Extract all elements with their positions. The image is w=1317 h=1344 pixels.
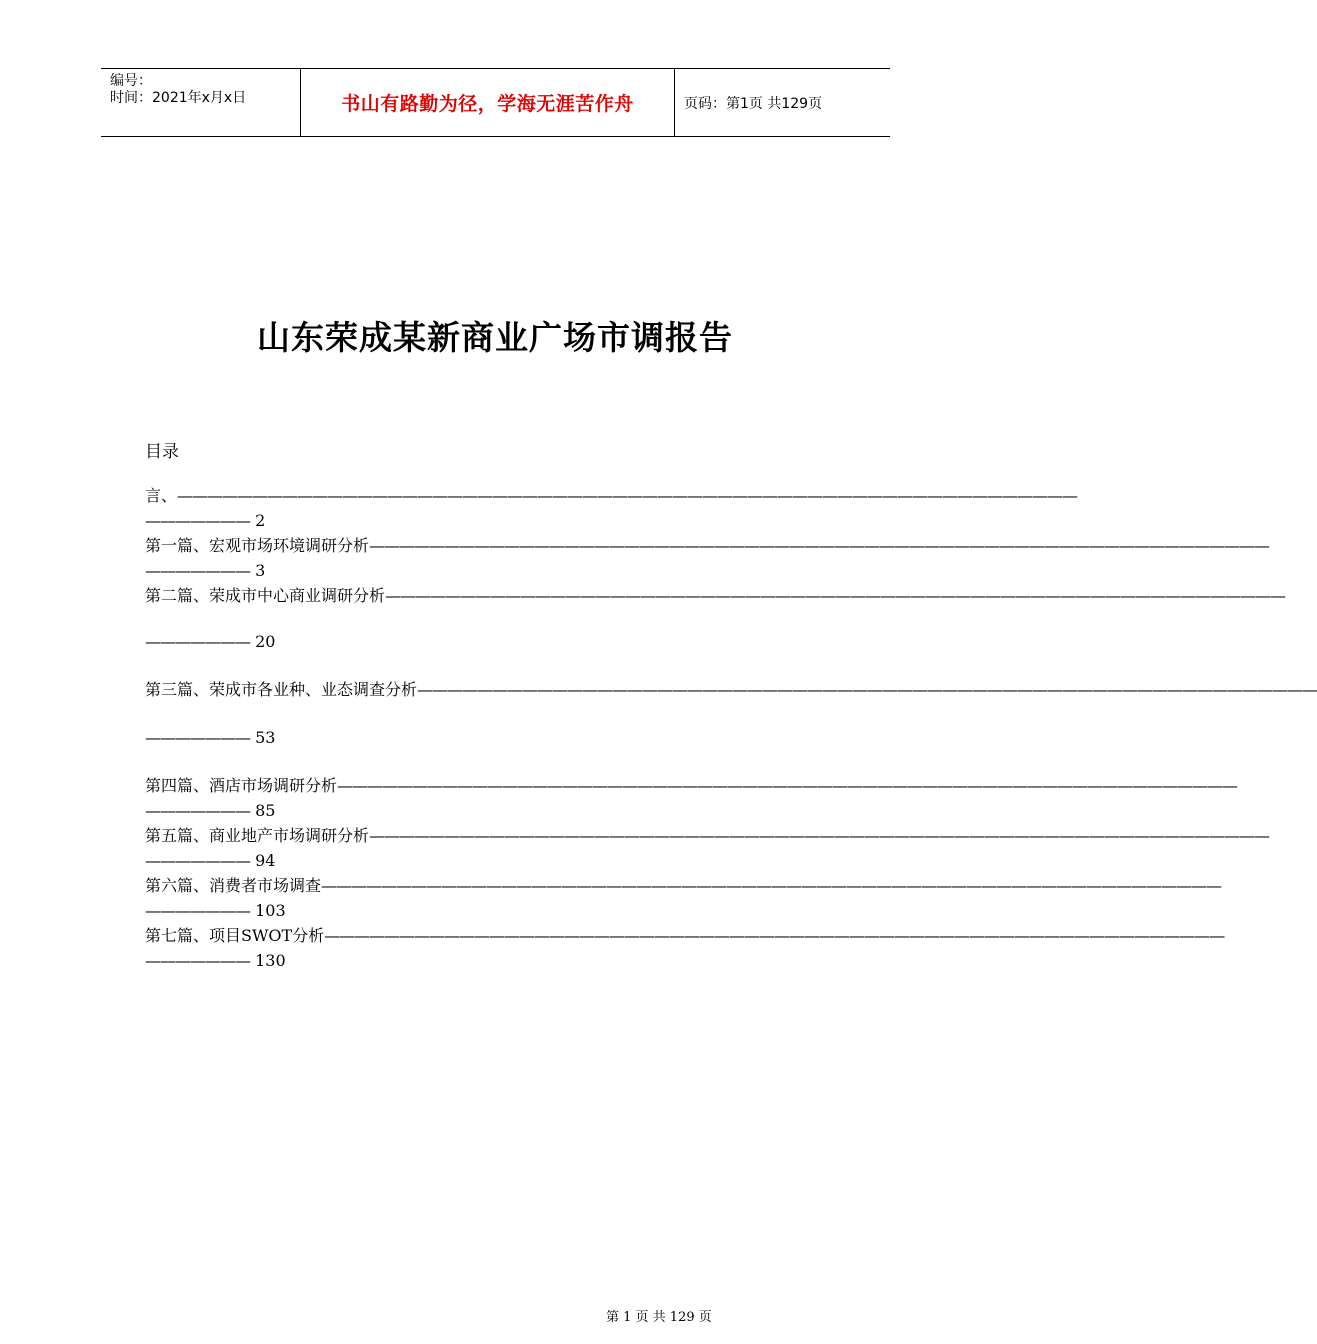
toc-entry[interactable] [145, 677, 1317, 750]
toc-entry-page: 20 [255, 632, 276, 651]
toc-entry-page: 3 [255, 561, 266, 580]
toc-entry-label: 第七篇、项目SWOT分析 [145, 926, 325, 945]
toc-leader: ———————————————————————————————————————————————————————————— [337, 776, 1238, 795]
toc-leader-cont: ——————— [145, 632, 250, 651]
header-motto: 书山有路勤为径，学海无涯苦作舟 [301, 69, 675, 136]
toc-leader-cont: ——————— [145, 851, 250, 870]
toc-entry-page: 53 [255, 728, 276, 747]
toc-leader: ———————————————————————————————————————————————————————————— [324, 926, 1225, 945]
toc-entry-label: 第六篇、消费者市场调查 [145, 876, 322, 895]
toc-leader-cont: ——————— [145, 561, 250, 580]
toc-entry-page: 103 [255, 901, 286, 920]
toc-leader: ———————————————————————————————————————————————————————————— [385, 586, 1286, 605]
toc-entry[interactable] [145, 823, 1270, 873]
toc-entry[interactable] [145, 873, 1222, 923]
toc-entry-label: 第二篇、荣成市中心商业调研分析 [145, 586, 386, 605]
toc-leader-cont: ——————— [145, 511, 250, 530]
toc-entry[interactable] [145, 483, 1078, 533]
serial-label: 编号： [110, 73, 152, 89]
date-label: 时间：2021年x月x日 [110, 90, 247, 106]
toc-entry-page: 2 [255, 511, 266, 530]
toc-entry-page: 85 [255, 801, 276, 820]
toc-entry[interactable] [145, 923, 1225, 973]
toc-leader: ———————————————————————————————————————————————————————————— [321, 876, 1222, 895]
toc-leader-cont: ——————— [145, 901, 250, 920]
toc-entry-page: 94 [255, 851, 276, 870]
toc-leader: ———————————————————————————————————————————————————————————— [369, 536, 1270, 555]
table-of-contents [145, 483, 1317, 973]
toc-entry[interactable] [145, 533, 1270, 583]
toc-entry-label: 第三篇、荣成市各业种、业态调查分析 [145, 680, 418, 699]
toc-entry-label: 第一篇、宏观市场环境调研分析 [145, 536, 370, 555]
toc-leader: ———————————————————————————————————————————————————————————— [369, 826, 1270, 845]
header-page-info: 页码：第1页 共129页 [684, 95, 823, 112]
toc-heading: 目录 [145, 442, 179, 462]
toc-entry-label: 第四篇、酒店市场调研分析 [145, 776, 338, 795]
toc-entry-label: 言、 [145, 486, 178, 505]
toc-entry[interactable] [145, 773, 1238, 823]
toc-leader: ———————————————————————————————————————————————————————————— [177, 486, 1078, 505]
toc-leader-cont: ——————— [145, 728, 250, 747]
document-title: 山东荣成某新商业广场市调报告 [257, 318, 733, 357]
page-header [101, 68, 890, 137]
toc-entry[interactable] [145, 583, 1286, 654]
toc-entry-page: 130 [255, 951, 286, 970]
toc-leader: ———————————————————————————————————————————————————————————— [417, 680, 1317, 699]
toc-leader-cont: ——————— [145, 951, 250, 970]
toc-entry-label: 第五篇、商业地产市场调研分析 [145, 826, 370, 845]
toc-leader-cont: ——————— [145, 801, 250, 820]
page-footer: 第 1 页 共 129 页 [606, 1310, 712, 1325]
header-meta [101, 69, 301, 136]
